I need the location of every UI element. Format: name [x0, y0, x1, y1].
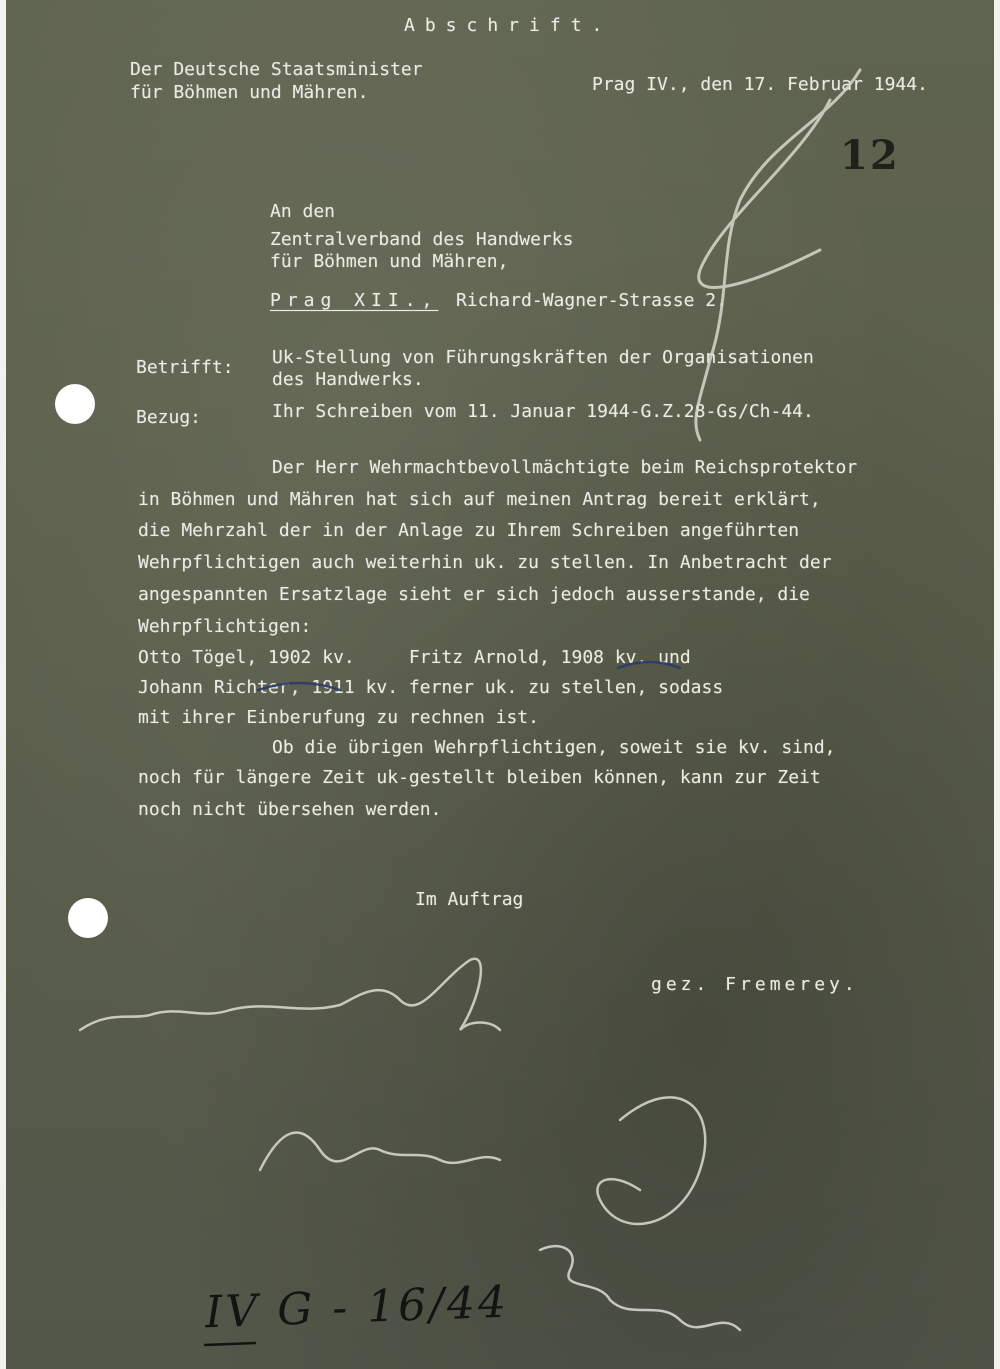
recipient-line-3: für Böhmen und Mähren, [270, 251, 509, 272]
typed-signature: gez. Fremerey. [651, 974, 859, 995]
body-line: Wehrpflichtigen auch weiterhin uk. zu stellen. In Anbetracht der [138, 552, 832, 573]
handwritten-signature-middle [260, 1133, 500, 1170]
body-line: die Mehrzahl der in der Anlage zu Ihrem Schreiben angeführten [138, 520, 800, 541]
body-line: Johann Richter, 1911 kv. ferner uk. zu stellen, sodass [138, 677, 724, 698]
subject-label: Betrifft: [136, 357, 234, 378]
recipient-street: Richard-Wagner-Strasse 2. [456, 290, 727, 311]
handwritten-number-lower [540, 1246, 740, 1330]
closing-phrase: Im Auftrag [415, 889, 524, 910]
recipient-line-2: Zentralverband des Handwerks [270, 229, 574, 250]
document-heading: Abschrift. [404, 15, 613, 36]
body-line: angespannten Ersatzlage sieht er sich jedoch ausserstande, die [138, 584, 810, 605]
folio-number: 12 [840, 132, 900, 179]
recipient-line-1: An den [270, 201, 336, 222]
pencil-flourish-top [696, 70, 860, 440]
recipient-city: Prag XII., [270, 290, 439, 311]
sender-line-2: für Böhmen und Mähren. [130, 82, 369, 103]
body-line: Der Herr Wehrmachtbevollmächtigte beim Reichsprotektor [272, 457, 858, 478]
handwritten-initial-top [80, 959, 500, 1030]
archive-ref-underline [205, 1343, 255, 1345]
body-line: noch nicht übersehen werden. [138, 799, 442, 820]
reference-label: Bezug: [136, 407, 202, 428]
archive-reference: IV G - 16/44 [204, 1276, 510, 1339]
pencil-flourish-curve [699, 100, 830, 287]
date-line: Prag IV., den 17. Februar 1944. [592, 74, 928, 95]
subject-line-1: Uk-Stellung von Führungskräften der Organisationen [272, 347, 814, 368]
body-line: Ob die übrigen Wehrpflichtigen, soweit sie kv. sind, [272, 737, 836, 758]
handwritten-mark-lower-right [597, 1097, 705, 1224]
sender-line-1: Der Deutsche Staatsminister [130, 59, 423, 80]
body-line: mit ihrer Einberufung zu rechnen ist. [138, 707, 539, 728]
body-line: noch für längere Zeit uk-gestellt bleiben können, kann zur Zeit [138, 767, 821, 788]
ink-underline-richter [258, 683, 340, 690]
reference-text: Ihr Schreiben vom 11. Januar 1944-G.Z.28-Gs/Ch-44. [272, 401, 814, 422]
body-line: Otto Tögel, 1902 kv. Fritz Arnold, 1908 kv. und [138, 647, 691, 668]
subject-line-2: des Handwerks. [272, 369, 424, 390]
ink-underline-arnold [618, 662, 680, 668]
body-line: in Böhmen und Mähren hat sich auf meinen Antrag bereit erklärt, [138, 489, 821, 510]
body-line: Wehrpflichtigen: [138, 616, 312, 637]
